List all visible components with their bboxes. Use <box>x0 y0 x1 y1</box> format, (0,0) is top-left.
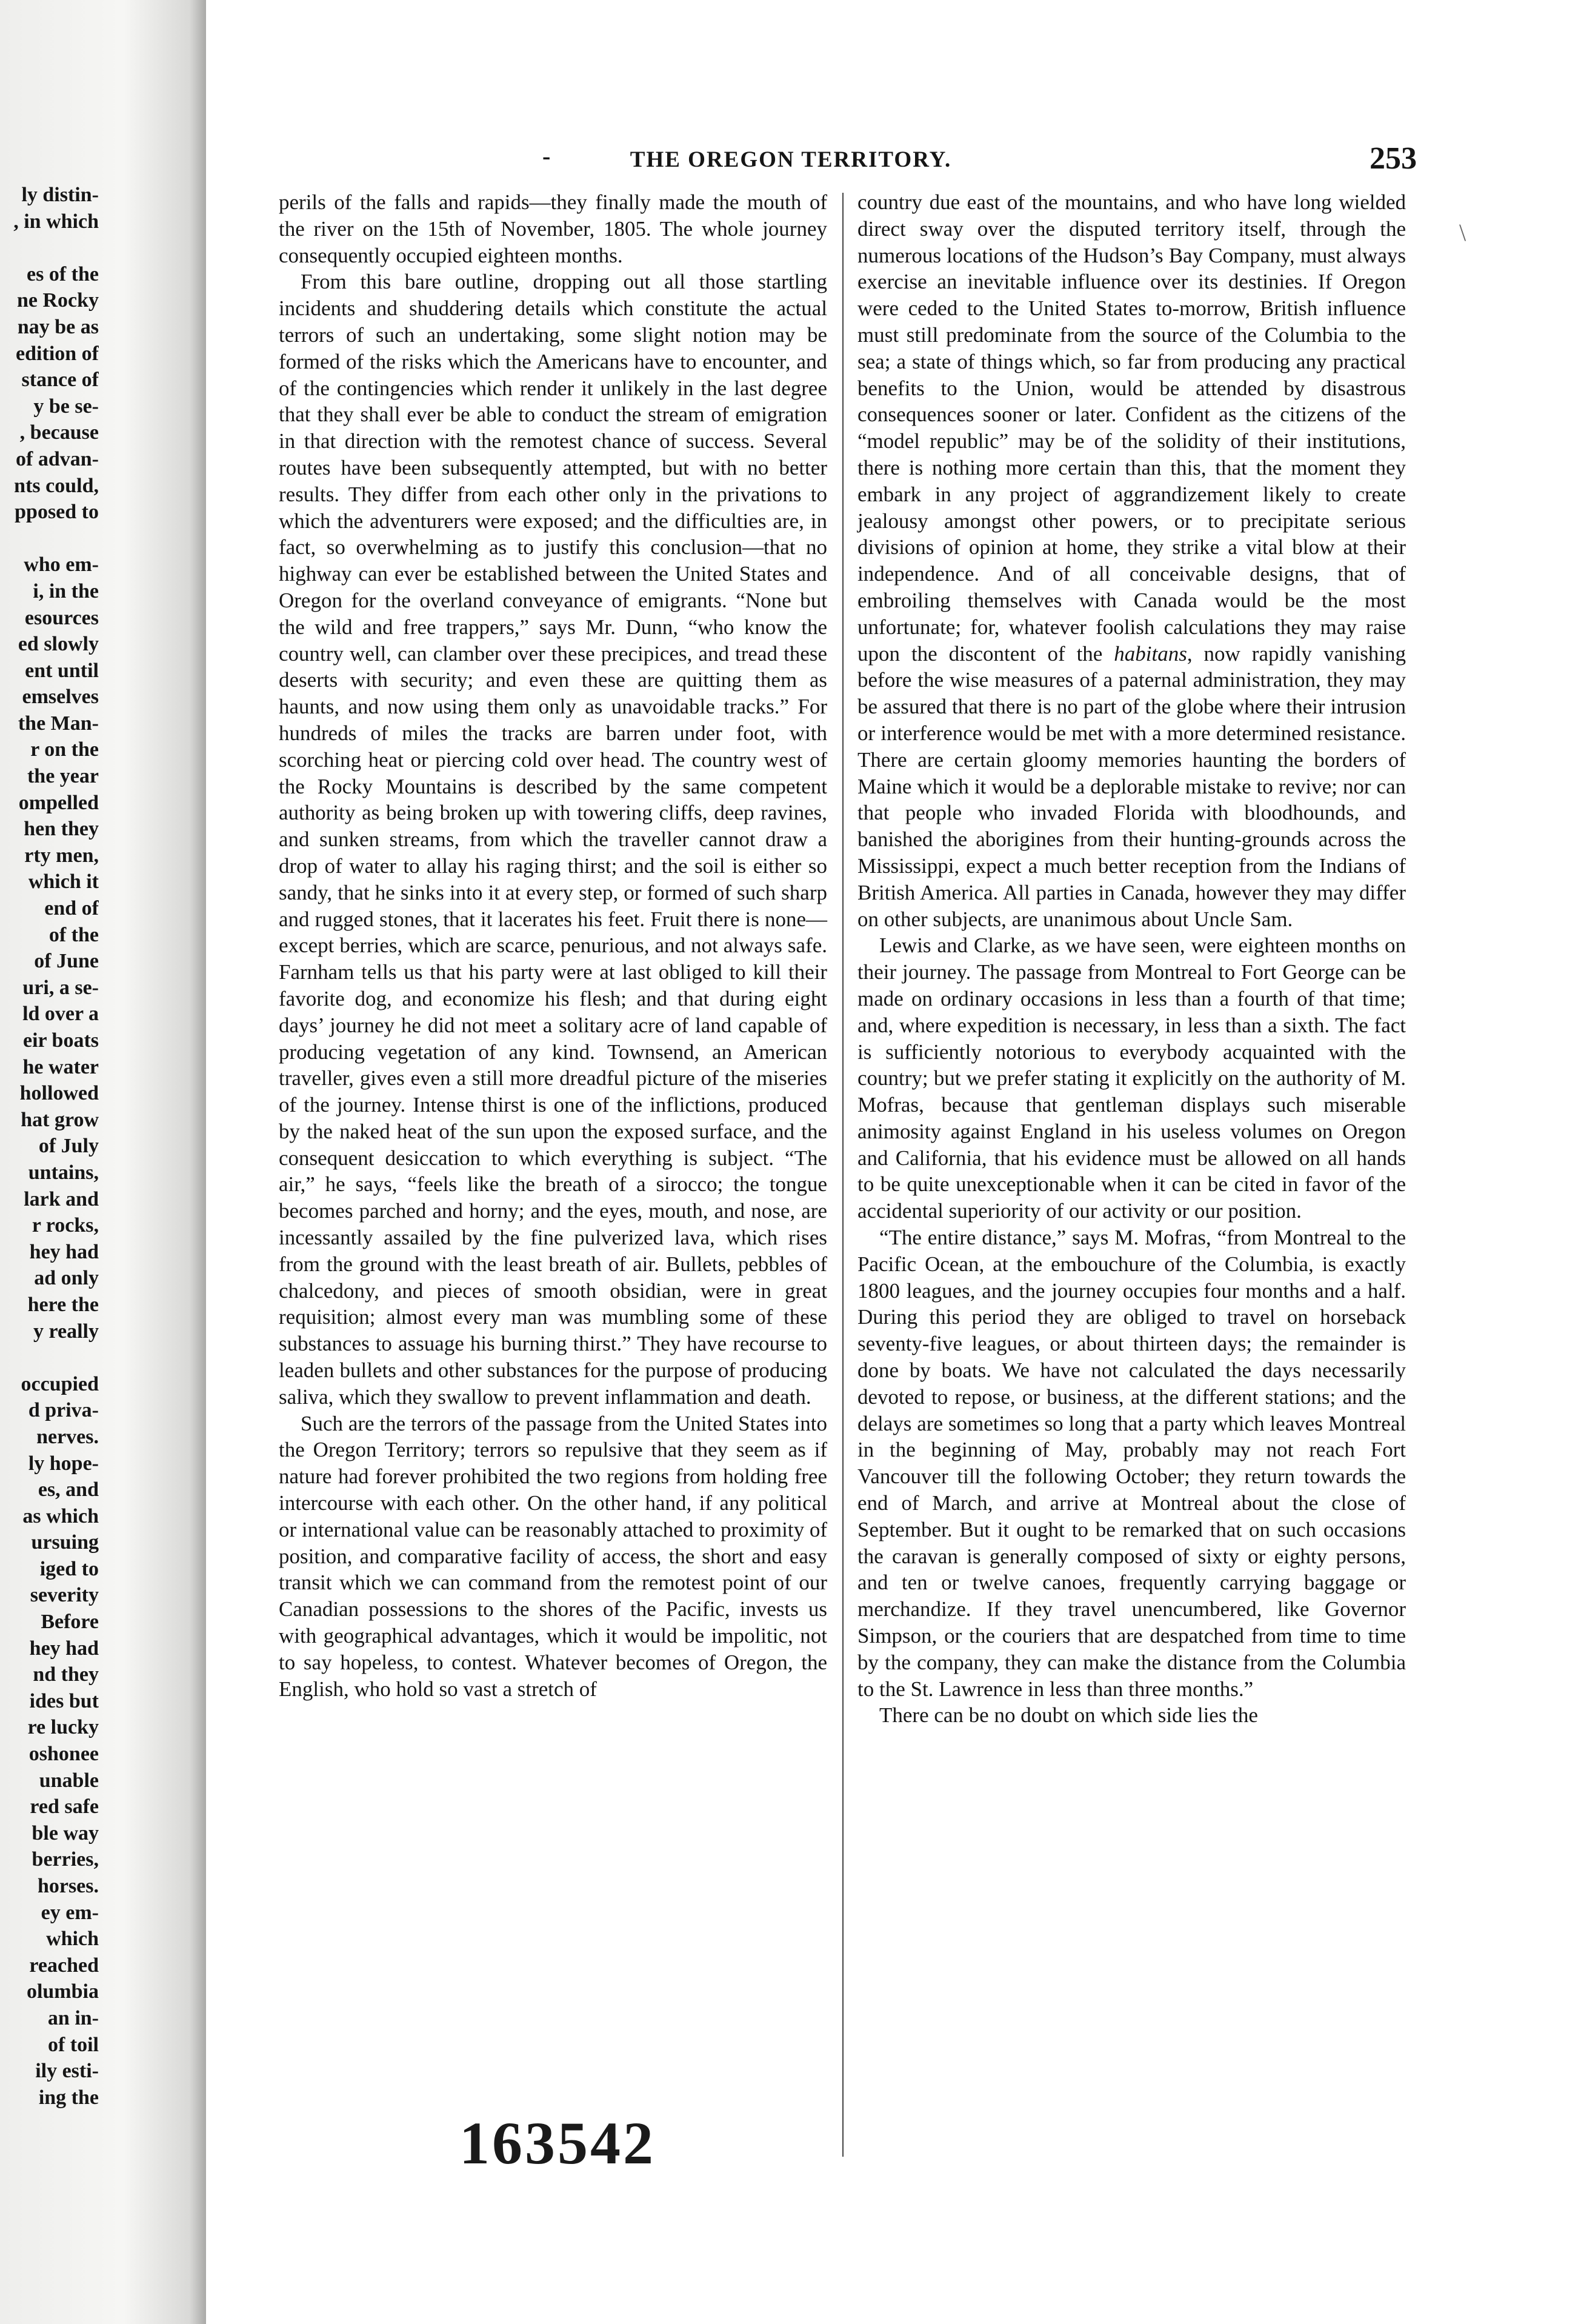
paragraph-continued: perils of the falls and rapids—they finally made the mouth of the river on the 15th of November, 1805. The whole journey consequently occupied eighteen months. <box>279 190 827 267</box>
previous-page-line: hen they <box>24 818 99 841</box>
previous-page-line: of advan- <box>16 447 99 470</box>
previous-page-line: unable <box>39 1769 99 1792</box>
header-dash: - <box>542 142 551 170</box>
previous-page-line: d priva- <box>28 1399 99 1422</box>
page-number: 253 <box>1370 141 1417 176</box>
previous-page-line: ly distin- <box>21 184 99 206</box>
previous-page-line: berries, <box>32 1848 99 1871</box>
library-stamp-number: 163542 <box>459 2109 656 2177</box>
previous-page-line: ey em- <box>41 1901 99 1924</box>
previous-page-line: r rocks, <box>32 1214 99 1237</box>
previous-page-line <box>0 235 99 261</box>
previous-page-line: emselves <box>22 686 99 709</box>
previous-page-line: oshonee <box>28 1743 99 1766</box>
previous-page-line: es of the <box>27 262 99 285</box>
previous-page-line: as which <box>22 1504 99 1528</box>
previous-page-line: hey had <box>29 1637 99 1660</box>
previous-page-line: , because <box>19 421 99 444</box>
previous-page-line: es, and <box>38 1478 99 1501</box>
previous-page-line: of the <box>48 923 99 946</box>
paragraph: Lewis and Clarke, as we have seen, were eighteen months on their journey. The passage from Montreal to Fort George can be made on ordinary occasions in less than a fourth of that time; and, where expedition is necessary, in less than a sixth. The fact is sufficiently notorious to everybody acquainted with the country; but we prefer stating it explicitly on the authority of M. Mofras, because that gentleman displays such miserable animosity against England in his useless volumes on Oregon and California, that his evidence must be allowed on all hands to be quite unexceptionable when it can be cited in favor of the accidental superiority of our activity or our position. <box>857 933 1406 1223</box>
previous-page-line: he water <box>22 1055 99 1078</box>
book-page <box>206 0 1578 2324</box>
previous-page-line: y be se- <box>33 395 99 418</box>
previous-page-line <box>0 1344 99 1371</box>
previous-page-text-fragments <box>0 182 99 2111</box>
previous-page-line: ed slowly <box>18 633 99 656</box>
previous-page-line: the year <box>27 765 99 788</box>
previous-page-line: i, in the <box>33 579 99 603</box>
paragraph: From this bare outline, dropping out all those startling incidents and shuddering details which constitute the actual terrors of such an undertaking, some slight notion may be formed of the risks which the Americans have to encounter, and of the contingencies which render it unlikely in the last degree that they shall ever be able to conduct the stream of emigration in that direction with the remotest chance of success. Several routes have been subsequently attempted, but with no better results. They differ from each other only in the privations to which the adventurers were exposed; and the difficulties are, in fact, so overwhelming as to justify this conclusion—that no highway can ever be established between the United States and Oregon for the overland conveyance of emigrants. “None but the wild and free trappers,” says Mr. Dunn, “who know the country well, can clamber over these precipices, and tread these deserts with security; and even these are quitting them as haunts, and now using them only as unavoidable tracks.” For hundreds of miles the tracks are barren under foot, with scorching heat or piercing cold over head. The country west of the Rocky Mountains is described by the same competent authority as being broken up with towering cliffs, deep ravines, and sunken streams, from which the traveller cannot draw a drop of water to allay his raging thirst; and the soil is either so sandy, that he sinks into it at every step, or formed of such sharp and rugged stones, that it lacerates his feet. Fruit there is none—except berries, which are scarce, penurious, and not always safe. Farnham tells us that his party were at last obliged to kill their favorite dog, and economize his flesh; and that during eight days’ journey he did not meet a solitary acre of land capable of producing vegetation of any kind. Townsend, an American traveller, gives even a still more dreadful picture of the miseries of the journey. Intense thirst is one of the inflictions, produced by the naked heat of the sun upon the exposed surface, and the consequent desiccation to which everything is subject. “The air,” he says, “feels like the breath of a sirocco; the tongue becomes parched and horny; and the eyes, mouth, and nose, are incessantly assailed by the fine pulverized lava, which rises from the ground with the least breath of air. Bullets, pebbles of chalcedony, and pieces of smooth obsidian, were in great requisition; almost every man was mumbling some of these substances to assuage his burning thirst.” They have recourse to leaden bullets and other substances for the purpose of producing saliva, which they swallow to prevent inflammation and death. <box>279 270 827 1409</box>
previous-page-line: untains, <box>28 1161 99 1184</box>
previous-page-line: hollowed <box>19 1082 99 1105</box>
previous-page-line: which <box>46 1928 99 1951</box>
previous-page-line: y really <box>33 1320 99 1343</box>
paragraph: There can be no doubt on which side lies the <box>879 1703 1258 1728</box>
previous-page-line: nerves. <box>36 1425 99 1448</box>
previous-page-line: nts could, <box>14 474 99 497</box>
previous-page-line: r on the <box>30 738 99 761</box>
quoted-paragraph: “The entire distance,” says M. Mofras, “from Montreal to the Pacific Ocean, at the embouchure of the Columbia, is exactly 1800 leagues, and the journey occupies four months and a half. During this period they are obliged to travel on horseback seventy-five leagues, or about thirteen days; the remainder is done by boats. We have not calculated the days necessarily devoted to repose, or business, at the different stations; and the delays are sometimes so long that a party which leaves Montreal in the beginning of May, probably may not reach Fort Vancouver till the following October; they return towards the end of March, and arrive at Montreal about the close of September. But it ought to be remarked that on such occasions the caravan is generally composed of sixty or eighty persons, and ten or twelve canoes, frequently carrying baggage or merchandize. If they travel unencumbered, like Governor Simpson, or the couriers that are despatched from time to time by the company, they can make the distance from the Columbia to the St. Lawrence in less than three months.” <box>857 1226 1406 1701</box>
left-text-column <box>279 189 827 1702</box>
previous-page-line: ly hope- <box>28 1452 99 1475</box>
previous-page-line: red safe <box>30 1795 99 1818</box>
previous-page-line: here the <box>27 1293 99 1316</box>
paragraph: Such are the terrors of the passage from the United States into the Oregon Territory; terrors so repulsive that they seem as if nature had forever prohibited the two regions from holding free intercourse with each other. On the other hand, if any political or international value can be reasonably attached to proximity of position, and comparative facility of access, the short and easy transit which we can command from the remotest point of our Canadian possessions to the shores of the Pacific, invests us with geographical advantages, which it would be impolitic, not to say hopeless, to contest. Whatever becomes of Oregon, the English, who hold so vast a stretch of <box>279 1411 827 1701</box>
previous-page-line: re lucky <box>27 1716 99 1739</box>
previous-page-line: reached <box>29 1954 99 1977</box>
previous-page-line: rty men, <box>24 844 99 867</box>
previous-page-line: ad only <box>34 1267 99 1290</box>
previous-page-line: ily esti- <box>35 2060 99 2083</box>
previous-page-line: olumbia <box>26 1980 99 2003</box>
previous-page-line <box>0 526 99 552</box>
previous-page-line: hey had <box>29 1240 99 1263</box>
previous-page-line: which it <box>28 870 99 893</box>
previous-page-line: lark and <box>24 1187 99 1210</box>
previous-page-gutter <box>0 0 206 2324</box>
previous-page-line: eir boats <box>23 1029 99 1052</box>
previous-page-line: hat grow <box>21 1108 99 1131</box>
running-header <box>206 141 1578 177</box>
previous-page-line: uri, a se- <box>22 976 99 999</box>
previous-page-line: nd they <box>33 1663 99 1686</box>
previous-page-line: end of <box>44 897 99 920</box>
previous-page-line: ld over a <box>22 1003 99 1026</box>
previous-page-line: ble way <box>32 1821 99 1845</box>
previous-page-line: of July <box>38 1135 99 1158</box>
previous-page-line: edition of <box>16 342 99 365</box>
previous-page-line: , in which <box>13 210 99 233</box>
italic-term: habitans <box>1114 641 1187 666</box>
previous-page-line: who em- <box>24 553 99 576</box>
margin-mark: \ <box>1459 219 1466 246</box>
previous-page-line: ent until <box>25 659 99 682</box>
previous-page-line: horses. <box>37 1875 99 1897</box>
previous-page-line: ompelled <box>18 791 99 814</box>
previous-page-line: pposed to <box>15 501 99 524</box>
previous-page-line: severity <box>30 1584 99 1607</box>
previous-page-line: stance of <box>21 369 99 392</box>
previous-page-line: ne Rocky <box>16 289 99 312</box>
previous-page-line: ides but <box>29 1689 99 1712</box>
previous-page-line: esources <box>24 606 99 629</box>
previous-page-line: ursuing <box>31 1531 99 1554</box>
column-divider-rule <box>842 193 844 2157</box>
right-text-column <box>857 189 1406 1729</box>
previous-page-line: the Man- <box>18 712 99 735</box>
previous-page-line: ing the <box>38 2086 99 2109</box>
paragraph-continued: country due east of the mountains, and who have long wielded direct sway over the disputed territory itself, through the numerous locations of the Hudson’s Bay Company, must always exercise an inevitable influence over its destinies. If Oregon were ceded to the United States to-morrow, British influence must still predominate from the source of the Columbia to the sea; a state of things which, so far from producing any practical benefits to the Union, would be attended by disastrous consequences sooner or later. Confident as the citizens of the “model republic” may be of the solidity of their institutions, there is nothing more certain than this, that the moment they embark in any project of aggrandizement likely to create jealousy amongst other powers, or to precipitate serious divisions of opinion at home, they strike a vital blow at their independence. And of all conceivable designs, that of embroiling themselves with Canada would be the most unfortunate; for, whatever foolish calculations they may raise upon the discontent of the habitans, now rapidly vanishing before the wise measures of a paternal administration, they may be assured that there is no part of the globe where their intrusion or interference would be met with a more determined resistance. There are certain gloomy memories haunting the borders of Maine which it would be a deplorable mistake to revive; nor can that people who invaded Florida with bloodhounds, and banished the aborigines from their hunting-grounds across the Mississippi, expect a much better reception from the Indians of British America. All parties in Canada, however they may differ on other subjects, are unanimous about Uncle Sam. <box>857 190 1406 931</box>
page-title: THE OREGON TERRITORY. <box>630 147 952 172</box>
previous-page-line: an in- <box>47 2006 99 2029</box>
previous-page-line: of toil <box>47 2033 99 2056</box>
previous-page-line: iged to <box>39 1557 99 1580</box>
previous-page-line: occupied <box>21 1372 99 1395</box>
previous-page-line: Before <box>41 1611 99 1634</box>
previous-page-line: of June <box>34 950 99 973</box>
previous-page-line: nay be as <box>17 315 99 338</box>
